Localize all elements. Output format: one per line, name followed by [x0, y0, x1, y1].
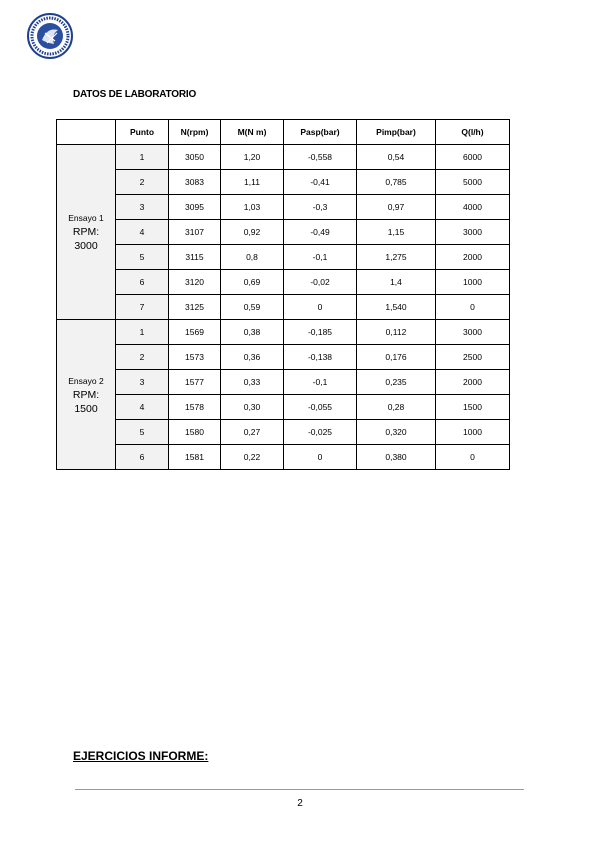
cell-m-nm: 0,36: [221, 345, 284, 370]
cell-pasp: -0,138: [284, 345, 357, 370]
cell-pimp: 0,235: [357, 370, 436, 395]
cell-m-nm: 0,33: [221, 370, 284, 395]
table-row: [57, 320, 510, 345]
cell-q: 4000: [436, 195, 510, 220]
cell-pasp: -0,558: [284, 145, 357, 170]
cell-pimp: 0,54: [357, 145, 436, 170]
group-label-line: RPM:: [72, 226, 100, 238]
cell-pimp: 1,15: [357, 220, 436, 245]
table-header-row: [57, 120, 510, 145]
cell-pasp: -0,02: [284, 270, 357, 295]
cell-n-rpm: 1569: [169, 320, 221, 345]
cell-punto: 4: [116, 220, 169, 245]
cell-punto: 5: [116, 245, 169, 270]
header-corner: [57, 120, 116, 145]
cell-pimp: 0,320: [357, 420, 436, 445]
group-label-ensayo-1: [57, 145, 116, 320]
table-row: [57, 170, 510, 195]
cell-punto: 6: [116, 445, 169, 470]
cell-pimp: 0,112: [357, 320, 436, 345]
cell-punto: 2: [116, 170, 169, 195]
cell-pasp: -0,1: [284, 370, 357, 395]
cell-q: 6000: [436, 145, 510, 170]
cell-q: 0: [436, 295, 510, 320]
cell-q: 2500: [436, 345, 510, 370]
informe-heading: EJERCICIOS INFORME:: [73, 749, 209, 763]
cell-punto: 3: [116, 195, 169, 220]
table-row: [57, 370, 510, 395]
cell-punto: 3: [116, 370, 169, 395]
cell-m-nm: 0,38: [221, 320, 284, 345]
cell-punto: 4: [116, 395, 169, 420]
cell-q: 0: [436, 445, 510, 470]
cell-m-nm: 0,92: [221, 220, 284, 245]
table-row: [57, 220, 510, 245]
cell-pasp: 0: [284, 445, 357, 470]
cell-q: 1500: [436, 395, 510, 420]
cell-q: 2000: [436, 370, 510, 395]
cell-n-rpm: 1573: [169, 345, 221, 370]
cell-m-nm: 1,03: [221, 195, 284, 220]
group-label-line: RPM:: [72, 388, 100, 401]
table-row: [57, 395, 510, 420]
group-label-ensayo-2: [57, 320, 116, 470]
cell-m-nm: 1,20: [221, 145, 284, 170]
header-n-rpm: N(rpm): [169, 120, 221, 145]
cell-n-rpm: 3050: [169, 145, 221, 170]
cell-n-rpm: 3083: [169, 170, 221, 195]
page-number: 2: [297, 798, 303, 809]
cell-n-rpm: 3107: [169, 220, 221, 245]
cell-pasp: -0,1: [284, 245, 357, 270]
cell-m-nm: 1,11: [221, 170, 284, 195]
table-row: [57, 445, 510, 470]
cell-pasp: -0,49: [284, 220, 357, 245]
footer-divider: [75, 789, 524, 790]
cell-n-rpm: 1580: [169, 420, 221, 445]
cell-m-nm: 0,69: [221, 270, 284, 295]
laboratory-data-table: [56, 119, 510, 470]
header-q: Q(l/h): [436, 120, 510, 145]
cell-q: 3000: [436, 320, 510, 345]
cell-punto: 1: [116, 320, 169, 345]
cell-pimp: 0,97: [357, 195, 436, 220]
table-row: [57, 295, 510, 320]
cell-n-rpm: 1581: [169, 445, 221, 470]
cell-m-nm: 0,8: [221, 245, 284, 270]
cell-q: 2000: [436, 245, 510, 270]
cell-pimp: 1,275: [357, 245, 436, 270]
header-pimp: Pimp(bar): [357, 120, 436, 145]
cell-pimp: 1,540: [357, 295, 436, 320]
cell-pasp: -0,055: [284, 395, 357, 420]
header-punto: Punto: [116, 120, 169, 145]
cell-pasp: 0: [284, 295, 357, 320]
cell-n-rpm: 3095: [169, 195, 221, 220]
cell-m-nm: 0,27: [221, 420, 284, 445]
cell-pimp: 0,176: [357, 345, 436, 370]
cell-pasp: -0,3: [284, 195, 357, 220]
cell-pasp: -0,185: [284, 320, 357, 345]
group-label-line: 1500: [74, 402, 98, 415]
table-row: [57, 345, 510, 370]
cell-pimp: 0,380: [357, 445, 436, 470]
cell-punto: 5: [116, 420, 169, 445]
table-row: [57, 420, 510, 445]
cell-q: 5000: [436, 170, 510, 195]
cell-m-nm: 0,22: [221, 445, 284, 470]
cell-punto: 1: [116, 145, 169, 170]
cell-n-rpm: 3120: [169, 270, 221, 295]
cell-m-nm: 0,59: [221, 295, 284, 320]
cell-n-rpm: 1578: [169, 395, 221, 420]
cell-pimp: 1,4: [357, 270, 436, 295]
header-m-nm: M(N m): [221, 120, 284, 145]
table-row: [57, 270, 510, 295]
cell-pimp: 0,785: [357, 170, 436, 195]
group-label-line: 3000: [74, 240, 98, 252]
cell-punto: 2: [116, 345, 169, 370]
university-seal-icon: [27, 13, 73, 59]
cell-pimp: 0,28: [357, 395, 436, 420]
cell-q: 1000: [436, 270, 510, 295]
cell-n-rpm: 1577: [169, 370, 221, 395]
table-row: [57, 195, 510, 220]
cell-q: 3000: [436, 220, 510, 245]
cell-punto: 6: [116, 270, 169, 295]
cell-punto: 7: [116, 295, 169, 320]
cell-n-rpm: 3125: [169, 295, 221, 320]
cell-q: 1000: [436, 420, 510, 445]
group-label-line: Ensayo 1: [68, 213, 104, 223]
table-row: [57, 245, 510, 270]
cell-pasp: -0,41: [284, 170, 357, 195]
cell-n-rpm: 3115: [169, 245, 221, 270]
section-title: DATOS DE LABORATORIO: [73, 89, 197, 100]
header-pasp: Pasp(bar): [284, 120, 357, 145]
group-label-line: Ensayo 2: [68, 375, 104, 386]
table-row: [57, 145, 510, 170]
cell-pasp: -0,025: [284, 420, 357, 445]
cell-m-nm: 0,30: [221, 395, 284, 420]
